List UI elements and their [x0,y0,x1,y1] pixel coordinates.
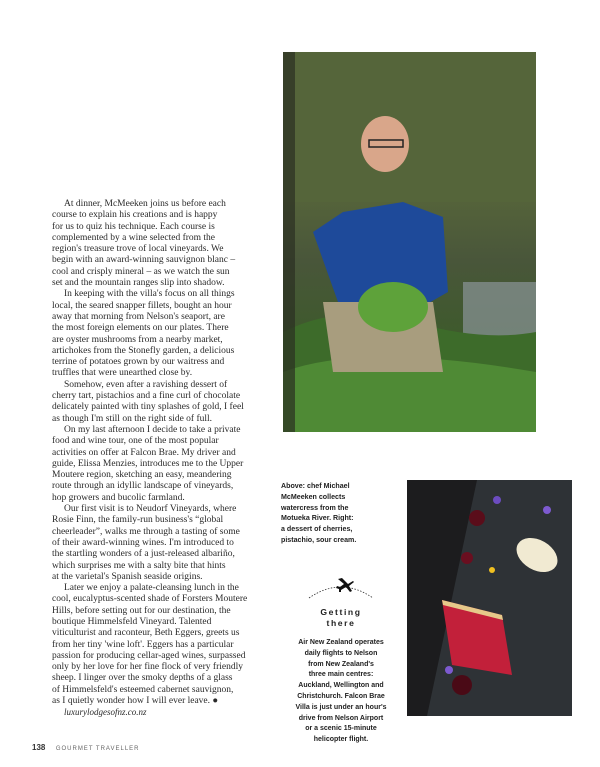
getting-there-line: Air New Zealand operates [298,639,384,646]
article-line: away that morning from Nelson's seaport, are [52,311,225,322]
article-body [52,199,274,719]
article-line: from her tiny 'wine loft'. Eggers has a particular [52,639,234,650]
getting-there-line: three main centres: [308,671,374,679]
caption-line: Above: chef Michael [281,482,350,490]
article-line: begin with an award-winning sauvignon blanc – [52,255,236,266]
article-line: complemented by a wine selected from the [52,232,216,243]
photo-chef-watercress [283,52,536,432]
article-line: At dinner, McMeeken joins us before each [64,199,226,209]
photo-dessert [407,480,572,716]
article-line: cherry tart, pistachios and a fine curl of chocolate [52,391,241,402]
getting-there-line: helicopter flight. [313,736,369,744]
getting-there-line: Christchurch. Falcon Brae [297,692,385,700]
website-link[interactable]: luxurylodgesofnz.co.nz [64,707,147,718]
article-line: local, the seared snapper fillets, bought an hour [52,300,232,311]
article-line: region's treasure trove of local vineyards. We [52,244,224,255]
chef-photo-illustration [283,52,536,432]
article-line: at the varietal's Spanish seaside origins. [52,571,203,582]
article-line: Hills, before setting out for our destination, the [52,605,231,616]
getting-there-line: from New Zealand's [308,660,374,668]
article-line: hop growers and bucolic farmland. [52,492,185,503]
article-line: activities on offer at Falcon Brae. My driver and [52,447,236,458]
article-line: food and wine tour, one of the most popular [52,436,219,447]
article-line: the startling wonders of a just-released albariño, [52,549,235,560]
title-line: Getting [320,607,362,617]
article-line: guide, Elissa Menzies, introduces me to the Upper [52,458,244,469]
airplane-arc-icon [301,574,381,600]
article-line: truffles that were unearthed close by. [52,368,193,379]
getting-there-line: Villa is just under an hour's [295,703,387,711]
article-line: of their award-winning wines. I'm introduced to [52,537,234,548]
article-line: only by her love for her fine flock of very friendly [52,662,243,673]
article-line: course to explain his creations and is happy [52,210,218,221]
article-line: Rosie Finn, the family-run business's “global [52,515,224,526]
getting-there-line: drive from Nelson Airport [298,714,384,722]
caption-line: watercress from the [281,503,349,512]
article-line: which surprises me with a salty bite that hints [52,560,226,571]
article-line: terrine of potatoes grown by our waitress and [52,357,225,368]
article-line: Our first visit is to Neudorf Vineyards, where [64,504,237,515]
article-line: sheep. I linger over the smoky depths of a glass [52,673,233,684]
title-line: there [326,618,356,628]
article-line: boutique Himmelsfeld Vineyard. Talented [52,616,212,627]
caption-line: pistachio, sour cream. [281,535,357,544]
article-line: cheerleader”, walks me through a tasting of some [52,526,240,537]
article-line: Later we enjoy a palate-cleansing lunch in the [64,583,239,594]
article-line: the most foreign elements on our plates. There [52,323,229,334]
caption-line: McMeeken collects [281,492,346,501]
article-line: for us to quiz his technique. Each course is [52,221,215,232]
dessert-photo-illustration [407,480,572,716]
page-number: 138 [32,743,46,752]
article-line: Somehow, even after a ravishing dessert of [64,379,228,390]
article-line: cool, eucalyptus-scented shade of Forsters Moutere [52,594,248,605]
article-line: cool and crisply mineral – as we watch the sun [52,266,230,277]
getting-there-line: Auckland, Wellington and [298,682,384,690]
article-line: as I quietly wonder how I will ever leave. ● [52,696,219,707]
page-footer [32,737,140,755]
getting-there-line: daily flights to Nelson [304,649,378,657]
article-line: are oyster mushrooms from a nearby market, [52,334,223,345]
article-line: artichokes from the Stonefly garden, a delicious [52,345,235,356]
article-line: set and the mountain ranges slip into shadow. [52,278,225,289]
article-line: as though I'm still on the right side of full. [52,413,213,424]
photo-caption [281,481,403,546]
article-line: route through an idyllic landscape of vineyards, [52,481,234,492]
article-line: passion for producing cellar-aged wines, surpassed [52,650,246,661]
article-line: delicately painted with tiny splashes of gold, I feel [52,402,244,413]
getting-there-body [279,638,403,746]
article-line: of Himmelsfeld's esteemed cabernet sauvignon, [52,684,234,695]
magazine-name: GOURMET TRAVELLER [55,746,140,752]
caption-line: Motueka River. Right: [281,514,354,523]
caption-line: a dessert of cherries, [281,525,353,534]
getting-there-title [279,607,403,629]
getting-there-line: or a scenic 15-minute [305,725,377,733]
article-line: Moutere region, sketching an easy, meandering [52,470,232,481]
article-line: On my last afternoon I decide to take a private [64,424,241,435]
getting-there-box [279,574,403,746]
article-line: In keeping with the villa's focus on all things [64,289,235,300]
article-line: viticulturist and raconteur, Beth Eggers, greets us [52,628,240,639]
